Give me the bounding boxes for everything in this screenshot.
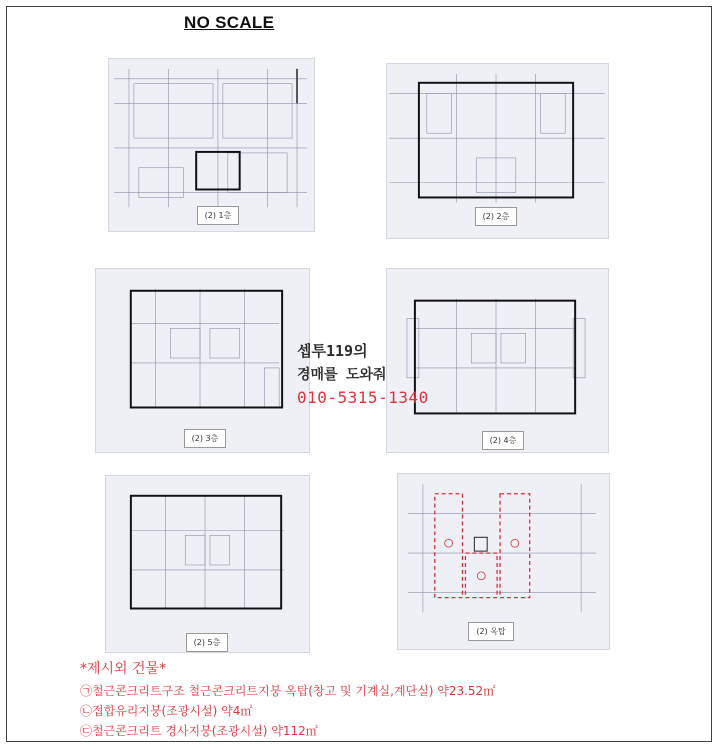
floor-plan-3f-caption: (2) 3층 [184,429,226,448]
floor-plan-1f-caption: (2) 1층 [197,206,239,225]
notes-item-3: ㉢철근콘크리트 경사지붕(조광시설) 약112㎡ [80,724,318,738]
extra-buildings-notes [80,658,495,742]
floor-plan-4f-drawing [387,269,608,452]
floor-plan-4f-caption: (2) 4층 [482,431,524,450]
page-title: NO SCALE [184,13,275,32]
floor-plan-5f-drawing [106,476,309,652]
floor-plan-3f-drawing [96,269,309,452]
floor-plan-5f [105,475,310,653]
floor-plan-1f [108,58,315,232]
floor-plan-5f-caption: (2) 5층 [186,633,228,652]
notes-item-1: ㉠철근콘크리트구조 철근콘크리트지붕 옥탑(창고 및 기계실,계단실) 약23.52㎡ [80,684,496,698]
watermark-phone: 010-5315-1340 [297,388,429,407]
watermark-line-1: 셉투119의 [297,342,368,360]
floor-plan-4f [386,268,609,453]
floor-plan-2f-caption: (2) 2층 [475,207,517,226]
notes-heading: *제시외 건물* [80,661,167,677]
floor-plan-3f [95,268,310,453]
floor-plan-2f [386,63,609,239]
notes-item-2: ㉡접합유리지붕(조광시설) 약4㎡ [80,704,253,718]
floor-plan-rooftop [397,473,610,650]
watermark-line-2: 경매를 도와줘 [297,367,387,383]
floor-plan-rooftop-caption: (2) 옥탑 [468,622,514,641]
